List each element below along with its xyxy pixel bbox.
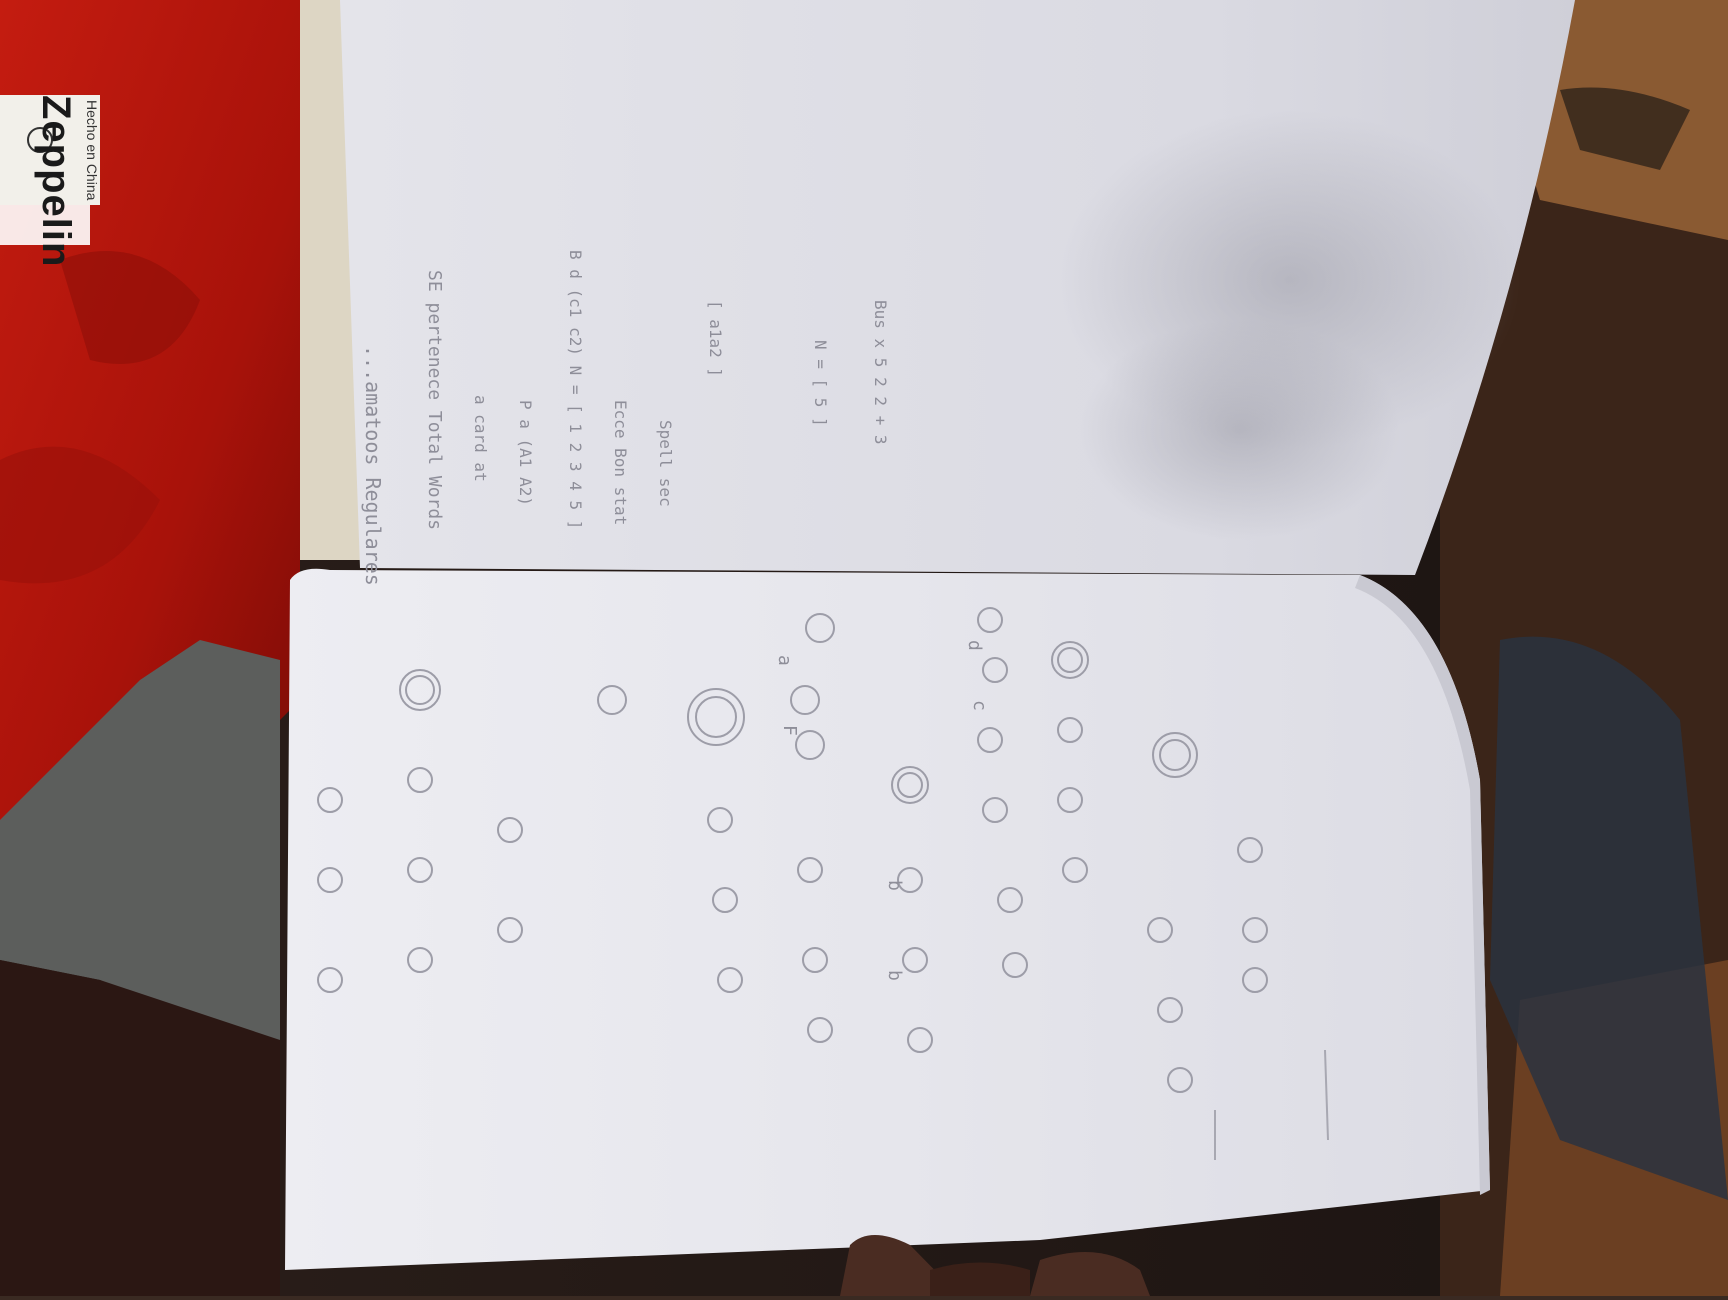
lower-page bbox=[285, 569, 1490, 1270]
hw-line: N = [ 5 ] bbox=[811, 340, 830, 427]
hw-line: B d (c1 c2) N = [ 1 2 3 4 5 ] bbox=[566, 250, 585, 530]
diagram-letter: c bbox=[969, 700, 990, 711]
diagram-letter: d bbox=[964, 640, 985, 651]
hw-line: Spell sec bbox=[656, 420, 675, 507]
hw-line: P a (A1 A2) bbox=[516, 400, 535, 506]
label-fine-print: Hecho en China bbox=[84, 100, 100, 201]
brand-label: Zeppelin bbox=[34, 95, 78, 268]
hw-line: [ a1a2 ] bbox=[706, 300, 725, 378]
hw-line: a card at bbox=[471, 395, 490, 482]
diagram-letter: b bbox=[884, 880, 905, 891]
hw-line: Bus x 5 2 2 + 3 bbox=[871, 300, 890, 445]
diagram-letter: a bbox=[774, 655, 795, 666]
hw-line: Ecce Bon stat bbox=[611, 400, 630, 526]
hw-line: SE pertenece Total Words bbox=[424, 270, 445, 531]
hw-line: ...amatoos Regulares bbox=[361, 345, 385, 586]
diagram-letter: b bbox=[884, 970, 905, 981]
diagram-letter: F bbox=[779, 725, 800, 736]
